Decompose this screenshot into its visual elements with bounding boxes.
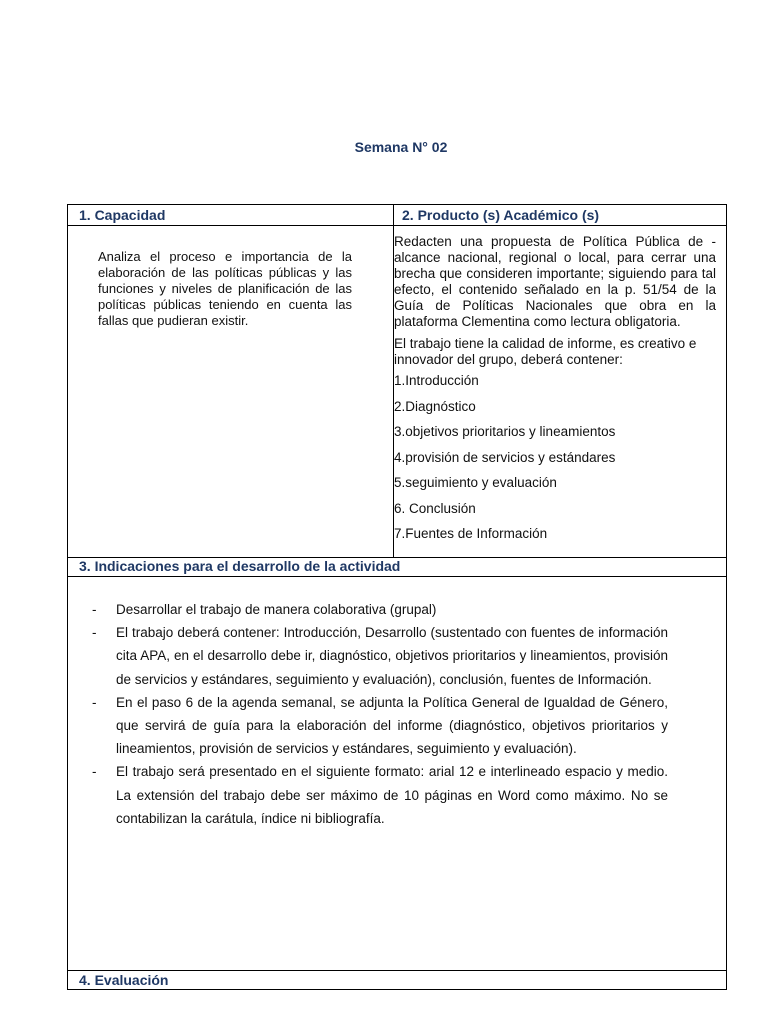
- list-item: 5.seguimiento y evaluación: [394, 475, 557, 490]
- list-item: - El trabajo será presentado en el siguiente formato: arial 12 e interlineado espacio y medio. La extensión del trabajo debe ser máximo de 10 páginas en Word como máximo. No se contabilizan la carátula, índice ni bibliografía.: [86, 760, 668, 830]
- producto-paragraph-2: El trabajo tiene la calidad de informe, es creativo e innovador del grupo, deberá contener:: [394, 336, 697, 367]
- producto-heading: 2. Producto (s) Académico (s): [402, 207, 600, 223]
- list-item: 6. Conclusión: [394, 500, 476, 516]
- capacidad-heading: 1. Capacidad: [79, 207, 166, 223]
- capacidad-text: Analiza el proceso e importancia de la elaboración de las políticas públicas y las funciones y niveles de planificación de las políticas públicas teniendo en cuenta las fallas que pudieran existir.: [98, 249, 352, 328]
- list-item: 1.Introducción: [394, 373, 479, 388]
- section-divider-3-bottom: [68, 576, 726, 577]
- producto-content: [394, 234, 716, 547]
- list-item: - Desarrollar el trabajo de manera colaborativa (grupal): [86, 598, 668, 621]
- producto-paragraph-1: Redacten una propuesta de Política Pública de -alcance nacional, regional o local, para cerrar una brecha que consideren importante; siguiendo para tal efecto, el contenido señalado en la p. 51/54 de la Guía de Políticas Nacionales que obra en la plataforma Clementina como lectura obligatoria.: [394, 234, 716, 329]
- section-divider-4: [68, 970, 726, 971]
- list-item: - El trabajo deberá contener: Introducción, Desarrollo (sustentado con fuentes de información cita APA, en el desarrollo debe ir, diagnóstico, objetivos prioritarios y lineamientos, provisión de servicios y estándares, seguimiento y evaluación), conclusión, fuentes de Información.: [86, 621, 668, 691]
- evaluacion-heading: 4. Evaluación: [79, 972, 169, 988]
- activity-table: [67, 204, 727, 990]
- indicaciones-list: [86, 598, 668, 830]
- producto-list: [394, 368, 716, 547]
- indicaciones-heading: 3. Indicaciones para el desarrollo de la actividad: [79, 558, 401, 574]
- list-item: 4.provisión de servicios y estándares: [394, 449, 616, 465]
- list-item: 7.Fuentes de Información: [394, 526, 548, 541]
- list-item: - En el paso 6 de la agenda semanal, se adjunta la Política General de Igualdad de Género, que servirá de guía para la elaboración del informe (diagnóstico, objetivos prioritarios y lineamientos, provisión de servicios y estándares, seguimiento y evaluación).: [86, 691, 668, 761]
- list-item: 2.Diagnóstico: [394, 398, 476, 414]
- page-title: Semana N° 02: [354, 139, 448, 155]
- indicaciones-content: [86, 598, 668, 830]
- header-row-divider: [68, 225, 726, 226]
- list-item: 3.objetivos prioritarios y lineamientos: [394, 424, 616, 439]
